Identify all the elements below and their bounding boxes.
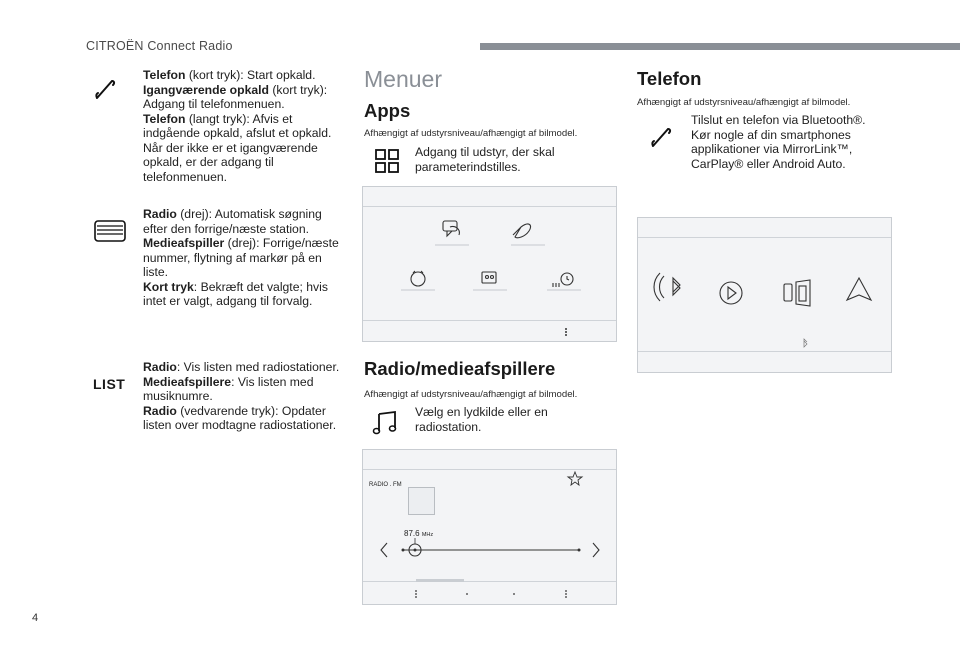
desc-line: Telefon (langt tryk): Afvis et indgående opkald, afslut et opkald. Når der ikke er et igangværende opkald, er der adgang til telefonmenuen. [143,111,332,184]
radio-screen-controls [363,450,617,605]
radio-screen-illustration [362,449,617,605]
apps-screen-icons [363,187,617,342]
phone-screen-illustration [637,217,892,373]
desc-line: Medieafspillere: Vis listen med musiknumre. [143,374,314,403]
desc-line: Radio (vedvarende tryk): Opdater listen over modtagne radiostationer. [143,403,337,432]
frequency-readout: 87.6 MHz [404,529,434,538]
carplay-icon [720,282,742,304]
phone-connectivity-icons [638,218,892,373]
radio-media-availability: Afhængigt af udstyrsniveau/afhængigt af bilmodel. [364,389,578,400]
radio-band-label: RADIO . FM [369,482,402,488]
telefon-heading: Telefon [637,68,702,89]
phone-handset-icon [92,76,118,102]
phone-button-description [143,68,338,184]
rotary-knob-icon [93,218,127,244]
apps-screen-illustration [362,186,617,342]
menu-title: Menuer [364,66,442,92]
apps-heading: Apps [364,100,411,121]
desc-line: Igangværende opkald (kort tryk): Adgang til telefonmenuen. [143,82,328,111]
desc-line: Radio: Vis listen med radiostationer. [143,360,340,374]
list-button-label: LIST [93,376,126,392]
radio-media-heading: Radio/medieafspillere [364,358,556,379]
knob-description [143,207,341,309]
apps-availability: Afhængigt af udstyrsniveau/afhængigt af bilmodel. [364,128,578,139]
music-note-icon [372,409,400,435]
phone-handset-icon [648,124,674,150]
desc-line: Medieafspiller (drej): Forrige/næste nummer, flytning af markør på en liste. [143,236,339,279]
radio-media-description: Vælg en lydkilde eller en radiostation. [415,405,548,434]
list-description [143,360,341,433]
desc-line: Radio (drej): Automatisk søgning efter den forrige/næste station. [143,207,322,236]
apps-grid-icon [375,149,399,173]
apps-description: Adgang til udstyr, der skal parameterindstilles. [415,145,555,174]
mirrorlink-icon [784,280,810,306]
header-title: CITROËN Connect Radio [86,39,233,53]
android-auto-icon [847,278,871,300]
header-bar [480,43,960,50]
desc-line: Kort tryk: Bekræft det valgte; hvis intet er valgt, adgang til forvalg. [143,279,328,308]
telefon-description: Tilslut en telefon via Bluetooth®. Kør nogle af din smartphones applikationer via MirrorLink™, CarPlay® eller Android Auto. [691,113,866,171]
desc-line: Telefon (kort tryk): Start opkald. [143,68,316,82]
page-number: 4 [32,612,39,624]
bluetooth-phone-icon [654,273,680,301]
telefon-availability: Afhængigt af udstyrsniveau/afhængigt af bilmodel. [637,97,851,108]
